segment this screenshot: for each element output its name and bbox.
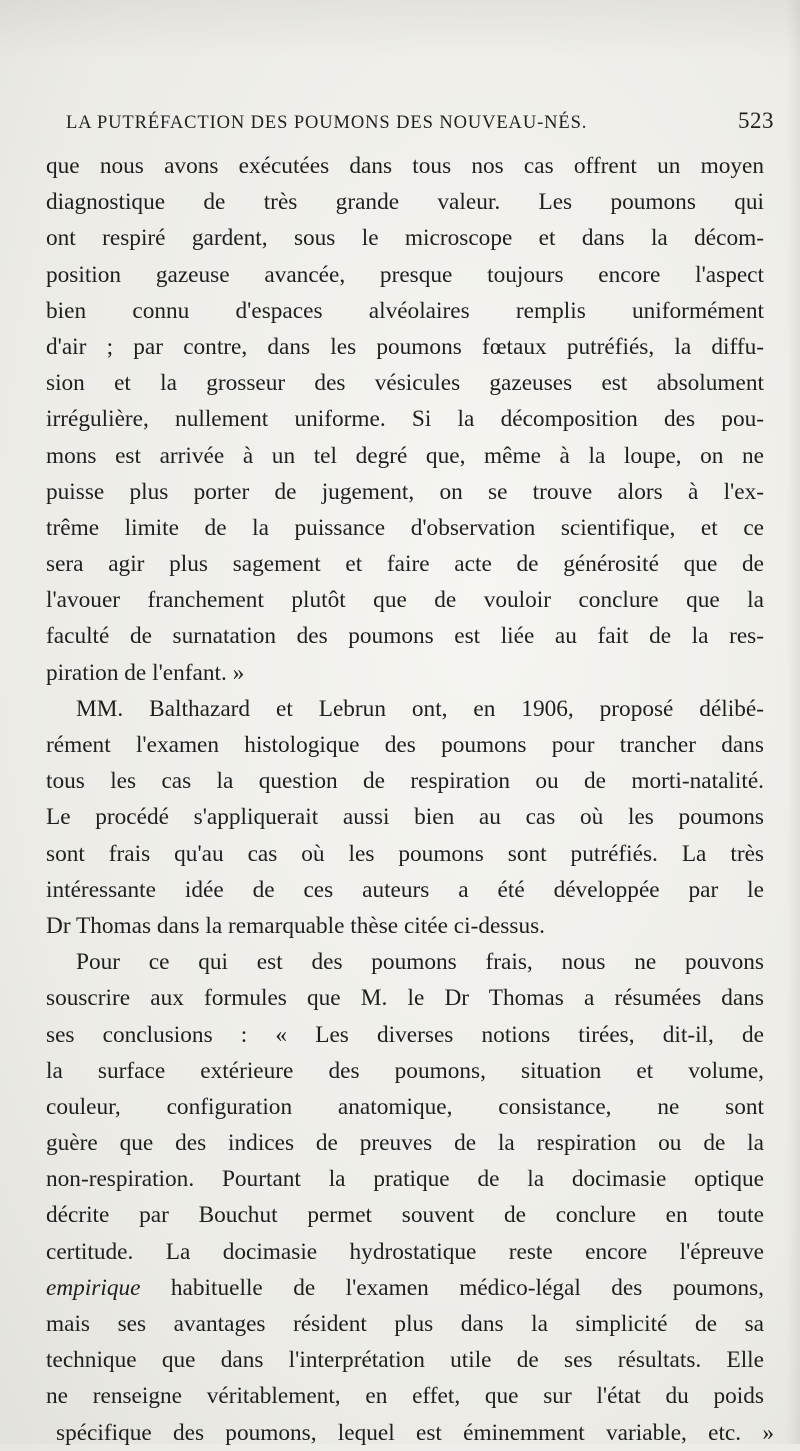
text-line: bien connu d'espaces alvéolaires remplis uniformément	[46, 297, 764, 324]
text-line-mixed	[0, 1270, 800, 1306]
text-line: ont respiré gardent, sous le microscope et dans la décom-	[46, 225, 764, 252]
text-line: décrite par Bouchut permet souvent de conclure en toute	[46, 1202, 764, 1229]
paragraph-first-line: MM. Balthazard et Lebrun ont, en 1906, proposé délibé-	[76, 695, 764, 722]
text-line: diagnostique de très grande valeur. Les poumons qui	[46, 189, 764, 216]
text-line: la surface extérieure des poumons, situation et volume,	[46, 1057, 764, 1084]
text-line: puisse plus porter de jugement, on se trouve alors à l'ex-	[46, 478, 764, 505]
running-title: LA PUTRÉFACTION DES POUMONS DES NOUVEAU-NÉS.	[66, 113, 588, 133]
text-line: ne renseigne véritablement, en effet, que sur l'état du poids	[46, 1383, 764, 1410]
text-line: ses conclusions : « Les diverses notions tirées, dit-il, de	[46, 1021, 764, 1048]
text-line: mais ses avantages résident plus dans la simplicité de sa	[46, 1311, 764, 1337]
text-line: intéressante idée de ces auteurs a été développée par le	[46, 876, 764, 903]
page-edge-shadow	[786, 0, 800, 1444]
text-line: piration de l'enfant. »	[46, 659, 245, 686]
text-line: technique que dans l'interprétation utile de ses résultats. Elle	[46, 1347, 764, 1374]
text-line: sera agir plus sagement et faire acte de générosité que de	[46, 551, 764, 578]
text-line: faculté de surnatation des poumons est liée au fait de la res-	[46, 623, 764, 650]
text-line: que nous avons exécutées dans tous nos cas offrent un moyen	[46, 153, 764, 179]
text-line: souscrire aux formules que M. le Dr Thomas a résumées dans	[46, 985, 764, 1012]
text-line: Dr Thomas dans la remarquable thèse citée ci-dessus.	[46, 912, 545, 939]
text-line: mons est arrivée à un tel degré que, même à la loupe, on ne	[46, 442, 764, 469]
text-line: spécifique des poumons, lequel est éminemment variable, etc. »	[56, 1419, 774, 1446]
text-line: trême limite de la puissance d'observation scientifique, et ce	[46, 514, 764, 541]
text-line: sont frais qu'au cas où les poumons sont putréfiés. La très	[46, 840, 764, 867]
text-line: couleur, configuration anatomique, consistance, ne sont	[46, 1093, 764, 1120]
page-number: 523	[738, 108, 774, 133]
text-line: irrégulière, nullement uniforme. Si la décomposition des pou-	[46, 406, 764, 433]
body-text	[0, 148, 800, 1451]
text-line: non-respiration. Pourtant la pratique de la docimasie optique	[46, 1166, 764, 1193]
page-top-shadow	[0, 0, 800, 60]
text-line: position gazeuse avancée, presque toujours encore l'aspect	[46, 261, 764, 288]
paragraph-first-line: Pour ce qui est des poumons frais, nous ne pouvons	[76, 949, 764, 976]
text-line: tous les cas la question de respiration ou de morti-natalité.	[46, 768, 764, 795]
text-line: d'air ; par contre, dans les poumons fœtaux putréfiés, la diffu-	[46, 333, 764, 360]
text-run: habituelle de l'examen médico-légal des poumons,	[140, 1274, 764, 1301]
text-line: l'avouer franchement plutôt que de vouloir conclure que la	[46, 587, 764, 614]
text-line: sion et la grosseur des vésicules gazeuses est absolument	[46, 370, 764, 397]
text-line: rément l'examen histologique des poumons pour trancher dans	[46, 732, 764, 758]
text-line: Le procédé s'appliquerait aussi bien au cas où les poumons	[46, 804, 764, 831]
text-line: guère que des indices de preuves de la respiration ou de la	[46, 1130, 764, 1157]
running-head	[66, 108, 774, 134]
text-line: certitude. La docimasie hydrostatique reste encore l'épreuve	[46, 1238, 764, 1265]
italic-word: empirique	[46, 1274, 141, 1301]
